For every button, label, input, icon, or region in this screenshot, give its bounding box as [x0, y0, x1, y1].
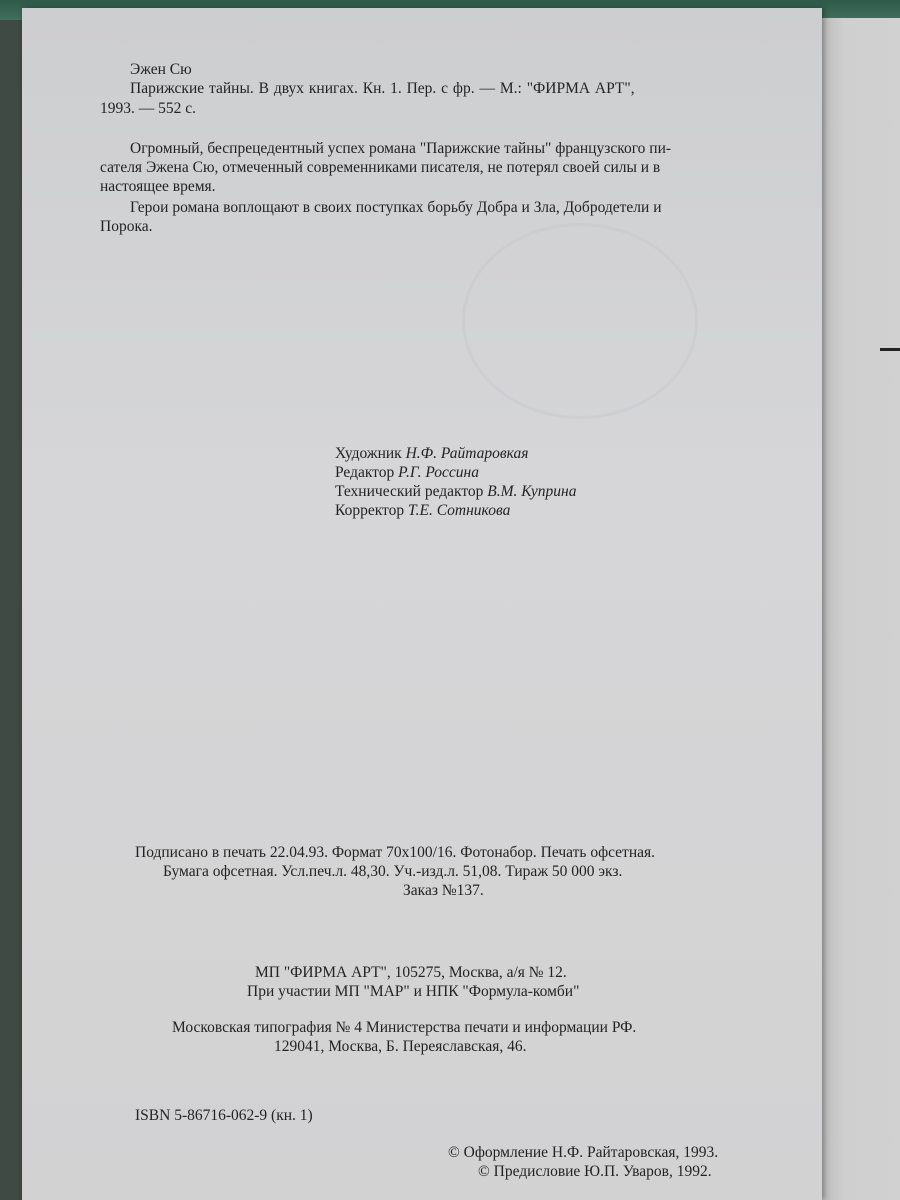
credit-person: Н.Ф. Райтаровкая [405, 445, 529, 462]
imprint-line-1: Подписано в печать 22.04.93. Формат 70x100/16. Фотонабор. Печать офсетная. [135, 844, 656, 861]
annotation-line-5: Порока. [100, 218, 153, 235]
isbn: ISBN 5-86716-062-9 (кн. 1) [135, 1107, 313, 1124]
printer-address: 129041, Москва, Б. Переяславская, 46. [274, 1038, 527, 1055]
credit-editor [335, 463, 479, 482]
annotation-line-3: настоящее время. [100, 178, 216, 195]
biblio-line-1: Парижские тайны. В двух книгах. Кн. 1. Пер. с фр. — М.: "ФИРМА АРТ", [130, 80, 635, 97]
credit-tech-editor [335, 482, 577, 501]
imprint-line-2: Бумага офсетная. Усл.печ.л. 48,30. Уч.-изд.л. 51,08. Тираж 50 000 экз. [163, 863, 623, 880]
copyright-design: © Оформление Н.Ф. Райтаровская, 1993. [448, 1144, 719, 1161]
credit-role: Корректор [335, 502, 405, 519]
biblio-line-2: 1993. — 552 с. [100, 100, 197, 117]
annotation-line-4: Герои романа воплощают в своих поступках борьбу Добра и Зла, Добродетели и [130, 199, 662, 216]
credit-person: Р.Г. Россина [398, 464, 479, 481]
adjacent-page [820, 18, 900, 1200]
annotation-line-1: Огромный, беспрецедентный успех романа "Парижские тайны" французского пи- [130, 140, 672, 157]
copyright-preface: © Предисловие Ю.П. Уваров, 1992. [478, 1163, 712, 1180]
imprint-order-number: Заказ №137. [403, 882, 484, 899]
printer-name: Московская типография № 4 Министерства печати и информации РФ. [172, 1019, 637, 1036]
credit-proofreader [335, 501, 510, 520]
publisher-address: МП "ФИРМА АРТ", 105275, Москва, а/я № 12. [255, 964, 567, 981]
credit-person: Т.Е. Сотникова [407, 502, 511, 519]
credit-person: В.М. Куприна [487, 483, 577, 500]
credit-role: Редактор [335, 464, 395, 481]
author-name: Эжен Сю [130, 61, 192, 78]
faded-stamp-watermark [462, 223, 698, 419]
credit-role: Художник [335, 445, 402, 462]
credit-artist [335, 444, 528, 463]
credit-role: Технический редактор [335, 483, 484, 500]
annotation-line-2: сателя Эжена Сю, отмеченный современниками писателя, не потерял своей силы и в [100, 159, 661, 176]
book-page [22, 8, 822, 1200]
adjacent-page-mark [880, 348, 900, 351]
publisher-partners: При участии МП "МАР" и НПК "Формула-комби" [247, 983, 580, 1000]
